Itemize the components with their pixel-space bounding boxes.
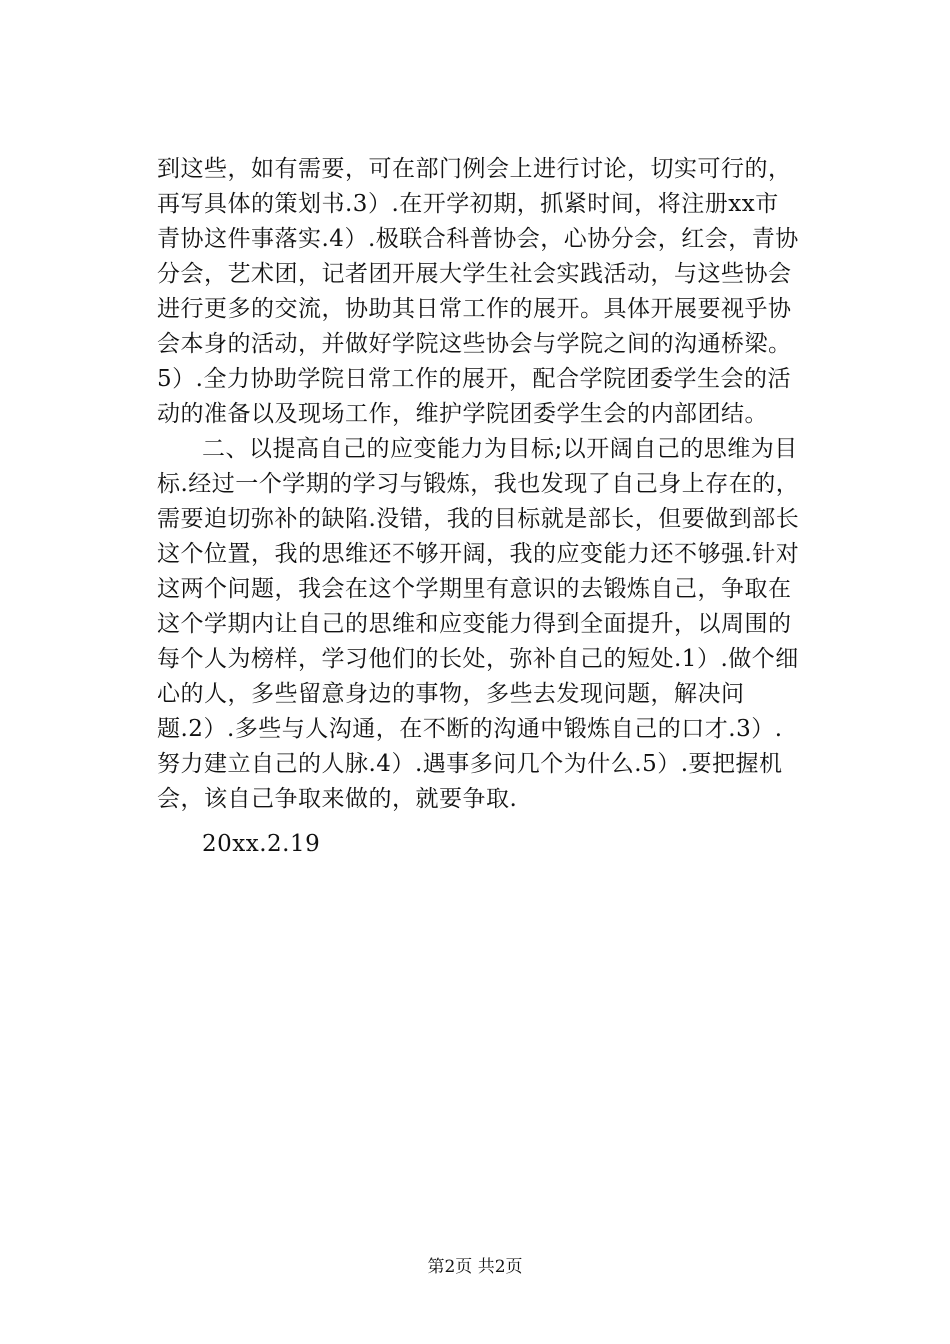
text-line: 到这些，如有需要，可在部门例会上进行讨论，切实可行的， <box>157 156 792 182</box>
text-line: 会，该自己争取来做的，就要争取. <box>157 786 518 812</box>
text-line: 青协这件事落实.4）.极联合科普协会，心协分会，红会，青协 <box>157 226 799 252</box>
text-line: 心的人，多些留意身边的事物，多些去发现问题，解决问 <box>157 681 745 707</box>
text-line: 会本身的活动，并做好学院这些协会与学院之间的沟通桥梁。 <box>157 331 792 357</box>
text-line: 进行更多的交流，协助其日常工作的展开。具体开展要视乎协 <box>157 296 792 322</box>
text-line: 分会，艺术团，记者团开展大学生社会实践活动，与这些协会 <box>157 261 792 287</box>
page-number-footer: 第2页 共2页 <box>427 1257 523 1277</box>
text-line: 努力建立自己的人脉.4）.遇事多问几个为什么.5）.要把握机 <box>157 751 783 777</box>
text-line: 标.经过一个学期的学习与锻炼，我也发现了自己身上存在的， <box>157 471 800 497</box>
section-heading-line: 二、以提高自己的应变能力为目标;以开阔自己的思维为目 <box>202 436 798 462</box>
text-line: 需要迫切弥补的缺陷.没错，我的目标就是部长，但要做到部长 <box>157 506 800 532</box>
text-line: 这个位置，我的思维还不够开阔，我的应变能力还不够强.针对 <box>157 541 800 567</box>
text-line: 再写具体的策划书.3）.在开学初期，抓紧时间，将注册xx市 <box>157 191 779 217</box>
text-line: 这两个问题，我会在这个学期里有意识的去锻炼自己，争取在 <box>157 576 792 602</box>
document-body <box>157 152 800 862</box>
text-line: 题.2）.多些与人沟通，在不断的沟通中锻炼自己的口才.3）. <box>157 716 783 742</box>
text-line: 5）.全力协助学院日常工作的展开，配合学院团委学生会的活 <box>157 366 791 392</box>
document-date: 20xx.2.19 <box>202 831 321 857</box>
text-line: 动的准备以及现场工作，维护学院团委学生会的内部团结。 <box>157 401 768 427</box>
text-line: 每个人为榜样，学习他们的长处，弥补自己的短处.1）.做个细 <box>157 646 799 672</box>
text-line: 这个学期内让自己的思维和应变能力得到全面提升，以周围的 <box>157 611 792 637</box>
